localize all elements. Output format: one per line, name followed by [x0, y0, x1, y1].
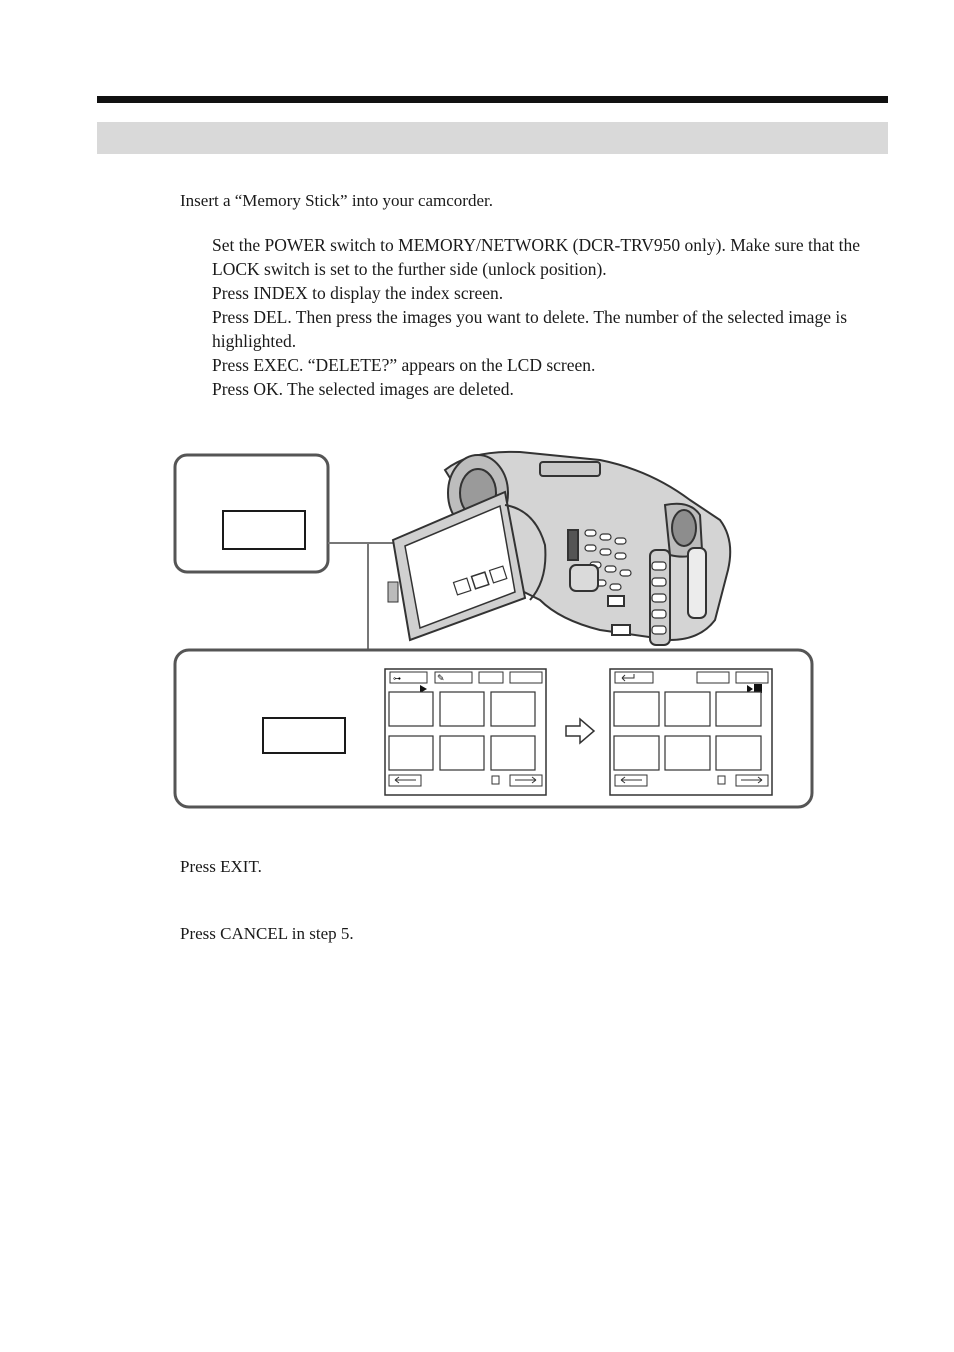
- pen-icon: ✎: [437, 674, 445, 684]
- exec-button: [736, 672, 768, 683]
- step-4: Press EXEC. “DELETE?” appears on the LCD screen.: [212, 355, 596, 375]
- memory-stick-icon: [492, 776, 499, 784]
- del-button: [479, 672, 503, 683]
- step-3: Press DEL. Then press the images you want to delete. The number of the selected image is highlighted.: [212, 307, 848, 351]
- memory-stick-icon: [718, 776, 725, 784]
- step-1: Set the POWER switch to MEMORY/NETWORK (DCR-TRV950 only). Make sure that the LOCK switch is set to the further side (unlock position).: [212, 235, 860, 279]
- step-5: Press OK. The selected images are deleted.: [212, 379, 514, 399]
- intro-text: Insert a “Memory Stick” into your camcorder.: [180, 191, 493, 210]
- step-2: Press INDEX to display the index screen.: [212, 283, 504, 303]
- index-screen-before: [385, 669, 546, 795]
- exit-note: Press EXIT.: [180, 857, 262, 876]
- switch-label-box: [223, 511, 305, 549]
- index-screen-after: [610, 669, 772, 795]
- cancel-note: Press CANCEL in step 5.: [180, 924, 354, 943]
- button-label-box: [263, 718, 345, 753]
- cancel-button: [697, 672, 729, 683]
- key-icon: ⊶: [393, 674, 401, 683]
- index-button: [510, 672, 542, 683]
- connector-line: [328, 543, 368, 650]
